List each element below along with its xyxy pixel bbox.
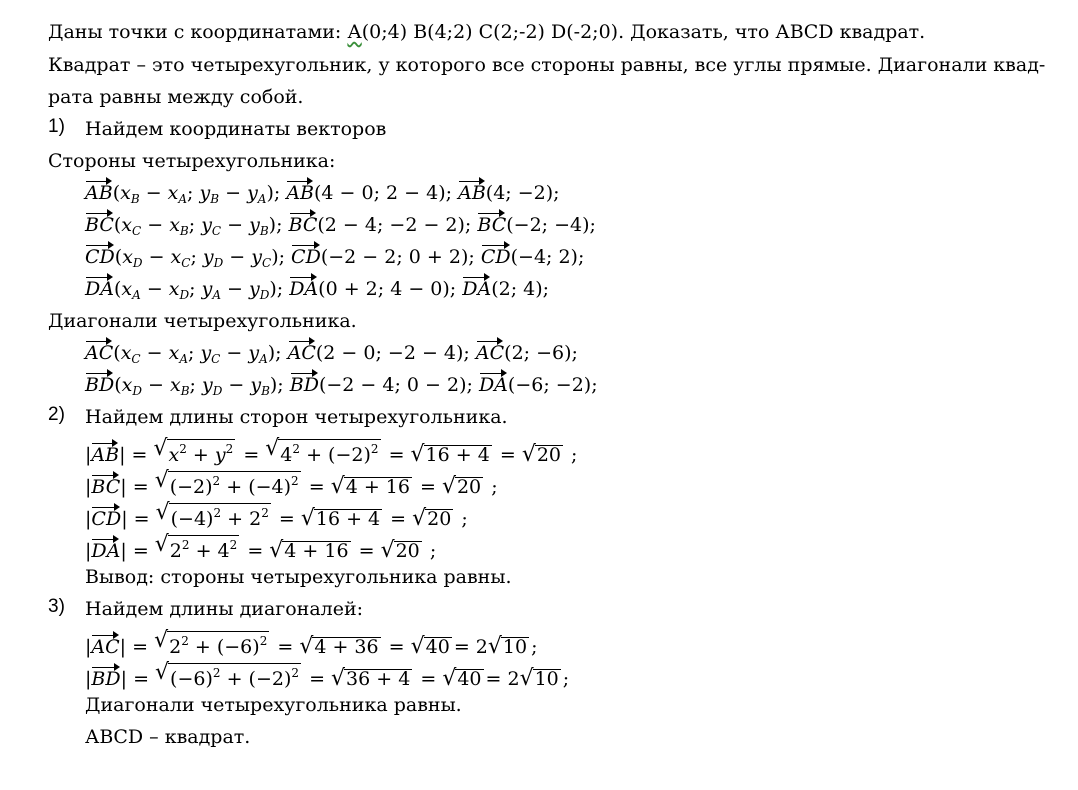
step-2-title: Найдем длины сторон четырехугольника.	[85, 406, 508, 428]
sqrt-expression: √ 4 + 16	[330, 474, 410, 499]
length-row-ab: |AB| = √ $x^2 + y^2$ = √ $4^2 + (-2)^2$ = √ 16 + 4 = √ 20 ;	[85, 436, 578, 467]
sqrt-expression: √ $(-6)^2 + (-2)^2$	[155, 660, 300, 690]
vector-row-bd: $BD(x_D - x_B$; $y_D - y_B$); BD(−2 − 4; 0 − 2); DA(−6; −2);	[85, 374, 598, 398]
vector-ac: AC	[91, 636, 120, 658]
vector-ac: AC	[85, 342, 114, 364]
vector-cd: CD	[291, 246, 321, 268]
sqrt-result: √ 20	[380, 538, 420, 563]
vector-bd-substitution: (−2 − 4; 0 − 2);	[318, 374, 473, 396]
vector-ac-substitution: (2 − 0; −2 − 4);	[315, 342, 470, 364]
vector-cd-substitution: (−2 − 2; 0 + 2);	[320, 246, 475, 268]
vector-ab: AB	[286, 182, 315, 204]
vector-row-da: $DA(x_A - x_D$; $y_A - y_D$); DA(0 + 2; 4 − 0); DA(2; 4);	[85, 278, 550, 302]
vector-da: DA	[85, 278, 114, 300]
vector-cd: CD	[480, 246, 511, 268]
vector-da: DA	[91, 540, 121, 562]
sqrt-expression: √ 4 + 36	[299, 634, 379, 659]
length-row-bc: |BC| = √ $(-2)^2 + (-4)^2$ = √ 4 + 16 = √ 20 ;	[85, 468, 498, 499]
vector-row-cd: $CD(x_D - x_C$; $y_D - y_C$); CD(−2 − 2; 0 + 2); CD(−4; 2);	[85, 246, 585, 270]
vector-bc-substitution: (2 − 4; −2 − 2);	[317, 214, 472, 236]
vector-bd-result-label: DA	[478, 374, 508, 396]
length-row-cd: |CD| = √ $(-4)^2 + 2^2$ = √ 16 + 4 = √ 20 ;	[85, 500, 468, 531]
step-2-conclusion: Вывод: стороны четырехугольника равны.	[85, 566, 512, 588]
vector-bc: BC	[288, 214, 318, 236]
step-1-number: 1)	[48, 116, 65, 137]
vector-bd-result: (−6; −2);	[507, 374, 598, 396]
sqrt-expression: √ $2^2 + (-6)^2$	[154, 628, 268, 658]
vector-da-result: (2; 4);	[491, 278, 550, 300]
step-3-number: 3)	[48, 596, 65, 617]
final-conclusion: АВСD – квадрат.	[85, 726, 251, 748]
vector-ab-substitution: (4 − 0; 2 − 4);	[314, 182, 453, 204]
sqrt-result: √ 10	[519, 666, 559, 691]
square-definition-2: рата равны между собой.	[48, 86, 304, 108]
sqrt-expression: √ 16 + 4	[410, 442, 490, 467]
sqrt-result: √ 20	[441, 474, 482, 499]
vector-bd: BD	[91, 668, 121, 690]
vector-cd: CD	[85, 246, 115, 268]
vector-cd-result: (−4; 2);	[510, 246, 585, 268]
step-1-title: Найдем координаты векторов	[85, 118, 387, 140]
vector-ac: AC	[475, 342, 505, 364]
sqrt-expression: √ 40	[410, 634, 450, 659]
vector-da-substitution: (0 + 2; 4 − 0);	[318, 278, 457, 300]
step-2-number: 2)	[48, 404, 65, 425]
vector-ab: AB	[458, 182, 486, 204]
vector-da: DA	[462, 278, 492, 300]
vector-da: DA	[289, 278, 319, 300]
sqrt-result: √ 10	[487, 634, 528, 659]
sides-title: Стороны четырехугольника:	[48, 150, 336, 172]
vector-row-bc: $BC(x_C - x_B$; $y_C - y_B$); BC(2 − 4; −2 − 2); BC(−2; −4);	[85, 214, 596, 238]
vector-ac-result: (2; −6);	[504, 342, 578, 364]
vector-bc: BC	[91, 476, 121, 498]
vector-bc: BC	[477, 214, 507, 236]
statement-text: Даны точки с координатами:	[48, 21, 348, 43]
sqrt-result: √ 20	[412, 506, 452, 531]
step-3-conclusion: Диагонали четырехугольника равны.	[85, 694, 462, 716]
vector-row-ab: $AB(x_B - x_A$; $y_B - y_A$); AB(4 − 0; 2 − 4); AB(4; −2);	[85, 182, 560, 206]
vector-ac: AC	[287, 342, 316, 364]
length-row-bd: |BD| = √ $(-6)^2 + (-2)^2$ = √ 36 + 4 = √ 40 = 2 √ 10 ;	[85, 660, 570, 691]
sqrt-expression: √ $x^2 + y^2$	[153, 436, 234, 466]
square-definition-1: Квадрат – это четырехугольник, у которого все стороны равны, все углы прямые. Диагонали квад-	[48, 54, 1046, 76]
sqrt-expression: √ $4^2 + (-2)^2$	[265, 436, 379, 466]
step-3-title: Найдем длины диагоналей:	[85, 598, 364, 620]
length-row-ac: |AC| = √ $2^2 + (-6)^2$ = √ 4 + 36 = √ 40 = 2 √ 10 ;	[85, 628, 538, 659]
sqrt-expression: √ $(-4)^2 + 2^2$	[155, 500, 269, 530]
sqrt-expression: √ 16 + 4	[300, 506, 381, 531]
vector-bd: BD	[289, 374, 319, 396]
vector-row-ac: $AC(x_C - x_A$; $y_C - y_A$); AC(2 − 0; −2 − 4); AC(2; −6);	[85, 342, 578, 366]
sqrt-expression: √ $(-2)^2 + (-4)^2$	[154, 468, 299, 498]
statement-points: (0;4) В(4;2) С(2;-2) D(-2;0). Доказать, что АВСD квадрат.	[361, 21, 926, 43]
vector-bd: BD	[85, 374, 115, 396]
vector-ab: AB	[91, 444, 120, 466]
vector-cd: CD	[91, 508, 122, 530]
sqrt-expression: √ 40	[442, 666, 482, 691]
problem-statement	[48, 19, 925, 45]
sqrt-expression: √ 4 + 16	[269, 538, 349, 563]
vector-ab-result: (4; −2);	[485, 182, 560, 204]
sqrt-result: √ 20	[521, 442, 561, 467]
vector-ab: AB	[85, 182, 113, 204]
sqrt-expression: √ 36 + 4	[331, 666, 411, 691]
spellcheck-marked-letter: А	[347, 21, 362, 43]
length-row-da: |DA| = √ $2^2 + 4^2$ = √ 4 + 16 = √ 20 ;	[85, 532, 437, 563]
sqrt-expression: √ $2^2 + 4^2$	[154, 532, 238, 562]
diagonals-title: Диагонали четырехугольника.	[48, 310, 357, 332]
vector-bc: BC	[85, 214, 114, 236]
vector-bc-result: (−2; −4);	[506, 214, 596, 236]
